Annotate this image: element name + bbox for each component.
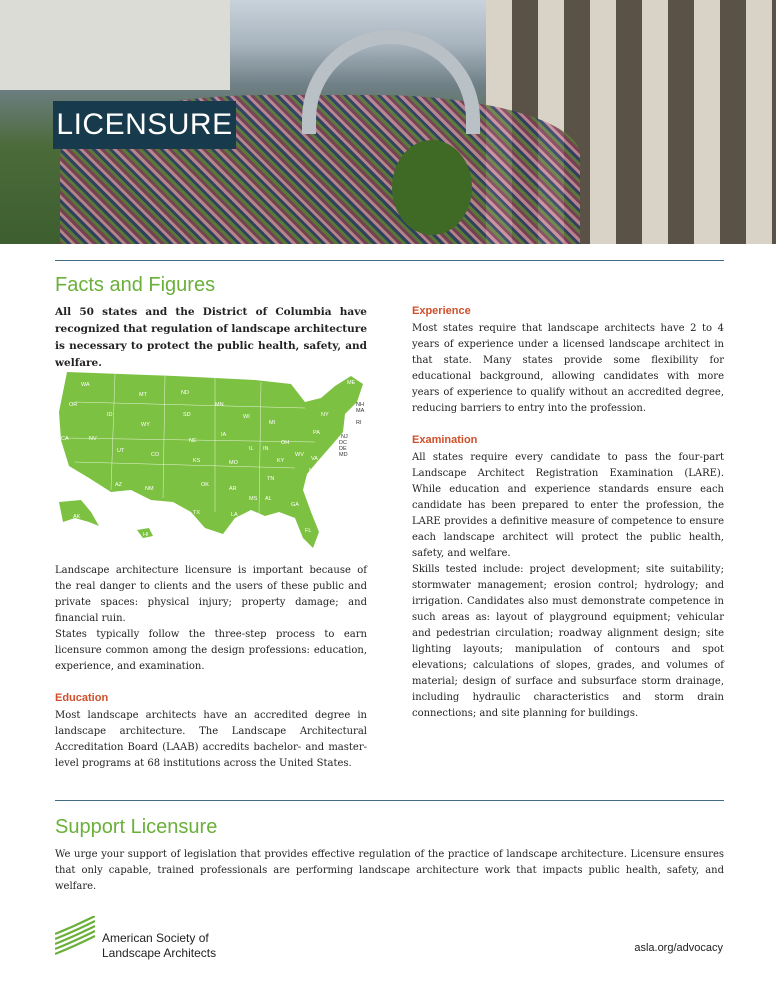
svg-text:WV: WV (295, 452, 304, 458)
svg-text:NH: NH (356, 402, 364, 408)
divider-top (55, 260, 724, 261)
support-text: We urge your support of legislation that provides effective regulation of the practice of landscape architecture. Licensure ensures that only capable, trained professionals are performing landscape architecture work that impacts public health, safety, and welfare. (55, 849, 724, 892)
advocacy-link[interactable]: asla.org/advocacy (634, 942, 723, 954)
svg-text:AR: AR (229, 486, 237, 492)
svg-text:FL: FL (305, 528, 312, 534)
support-heading: Support Licensure (55, 816, 218, 838)
divider-bottom (55, 800, 724, 801)
org-name-line1: American Society of (102, 931, 209, 945)
svg-text:UT: UT (117, 448, 125, 454)
svg-text:ID: ID (107, 412, 113, 418)
svg-text:TX: TX (193, 510, 201, 516)
us-map (55, 362, 367, 554)
svg-text:ND: ND (181, 390, 189, 396)
svg-text:MA: MA (356, 408, 365, 414)
svg-text:AK: AK (73, 514, 81, 520)
svg-text:CO: CO (151, 452, 160, 458)
svg-text:NV: NV (89, 436, 97, 442)
svg-text:MD: MD (339, 452, 348, 458)
education-text: Most landscape architects have an accredited degree in landscape architecture. The Landscape Architectural Accreditation Board (LAAB) accredits bachelor- and master-level programs at 68 institutions across the United States. (55, 710, 367, 769)
svg-text:AL: AL (265, 496, 272, 502)
facts-heading: Facts and Figures (55, 274, 216, 296)
svg-text:MT: MT (139, 392, 147, 398)
svg-text:GA: GA (291, 502, 299, 508)
svg-text:AZ: AZ (115, 482, 123, 488)
svg-text:WI: WI (243, 414, 250, 420)
svg-text:IA: IA (221, 432, 227, 438)
svg-text:DE: DE (339, 446, 347, 452)
experience-text: Most states require that landscape architects have 2 to 4 years of experience under a licensed landscape architect in that state. Many states provide some flexibility for educational background, allowing candidates with more years of experience to qualify without an accredited degree, reducing barriers to entry into the profession. (412, 323, 724, 414)
svg-text:KS: KS (193, 458, 201, 464)
svg-text:SC: SC (305, 486, 313, 492)
examination-heading: Examination (412, 434, 478, 446)
svg-text:PA: PA (313, 430, 320, 436)
org-name-line2: Landscape Architects (102, 946, 217, 960)
svg-text:DC: DC (339, 440, 347, 446)
svg-text:IL: IL (249, 446, 254, 452)
svg-text:OR: OR (69, 402, 78, 408)
svg-text:IN: IN (263, 446, 269, 452)
org-name (102, 931, 216, 961)
svg-text:ME: ME (347, 380, 356, 386)
asla-logo-icon (55, 916, 95, 956)
para-danger: Landscape architecture licensure is important because of the real danger to clients and the users of these public and private spaces: physical injury; property damage; and financial ruin. (55, 565, 367, 624)
svg-text:MS: MS (249, 496, 258, 502)
svg-text:NJ: NJ (341, 434, 348, 440)
svg-text:NC: NC (309, 468, 317, 474)
tree (392, 140, 472, 235)
examination-text: All states require every candidate to pass the four-part Landscape Architect Registration Examination (LARE). While education and experience standards ensure each candidate has been prepared to enter the profession, the LARE provides a definitive measure of competence to ensure each landscape architect will protect the public health, safety, and welfare. (412, 452, 724, 559)
para-three-step: States typically follow the three-step process to earn licensure common among the design professions: education, experience, and examination. (55, 629, 367, 672)
svg-text:TN: TN (267, 476, 275, 482)
svg-text:RI: RI (356, 420, 362, 426)
skills-text: Skills tested include: project development; site suitability; stormwater management; erosion control; hydrology; and irrigation. Candidates also must demonstrate competence in such areas as: layout of playground equipment; vehicular and pedestrian circulation; roadway alignment design; site lighting layouts; manipulation of contours and spot elevations; calculations of slopes, grades, and volumes of material; design of surface and subsurface storm drainage, including hydraulic characteristics and storm drain connections; and site planning for buildings. (412, 564, 724, 719)
page-title: LICENSURE (53, 101, 236, 149)
building-left (0, 0, 230, 90)
alaska-shape (59, 500, 99, 526)
svg-text:NM: NM (145, 486, 154, 492)
svg-text:NY: NY (321, 412, 329, 418)
education-heading: Education (55, 692, 109, 704)
svg-text:MI: MI (269, 420, 276, 426)
svg-text:KY: KY (277, 458, 285, 464)
svg-text:CA: CA (61, 436, 69, 442)
experience-heading: Experience (412, 305, 471, 317)
svg-text:VA: VA (311, 456, 318, 462)
stage-arch (302, 30, 480, 134)
facts-lead: All 50 states and the District of Columbia have recognized that regulation of landscape architecture is necessary to protect the public health, safety, and welfare. (55, 306, 367, 369)
svg-text:NE: NE (189, 438, 197, 444)
svg-text:MN: MN (215, 402, 224, 408)
svg-text:OH: OH (281, 440, 290, 446)
svg-text:WA: WA (81, 382, 90, 388)
svg-text:WY: WY (141, 422, 150, 428)
svg-text:SD: SD (183, 412, 191, 418)
svg-text:LA: LA (231, 512, 238, 518)
svg-text:OK: OK (201, 482, 209, 488)
svg-text:HI: HI (143, 532, 149, 538)
svg-text:MO: MO (229, 460, 238, 466)
